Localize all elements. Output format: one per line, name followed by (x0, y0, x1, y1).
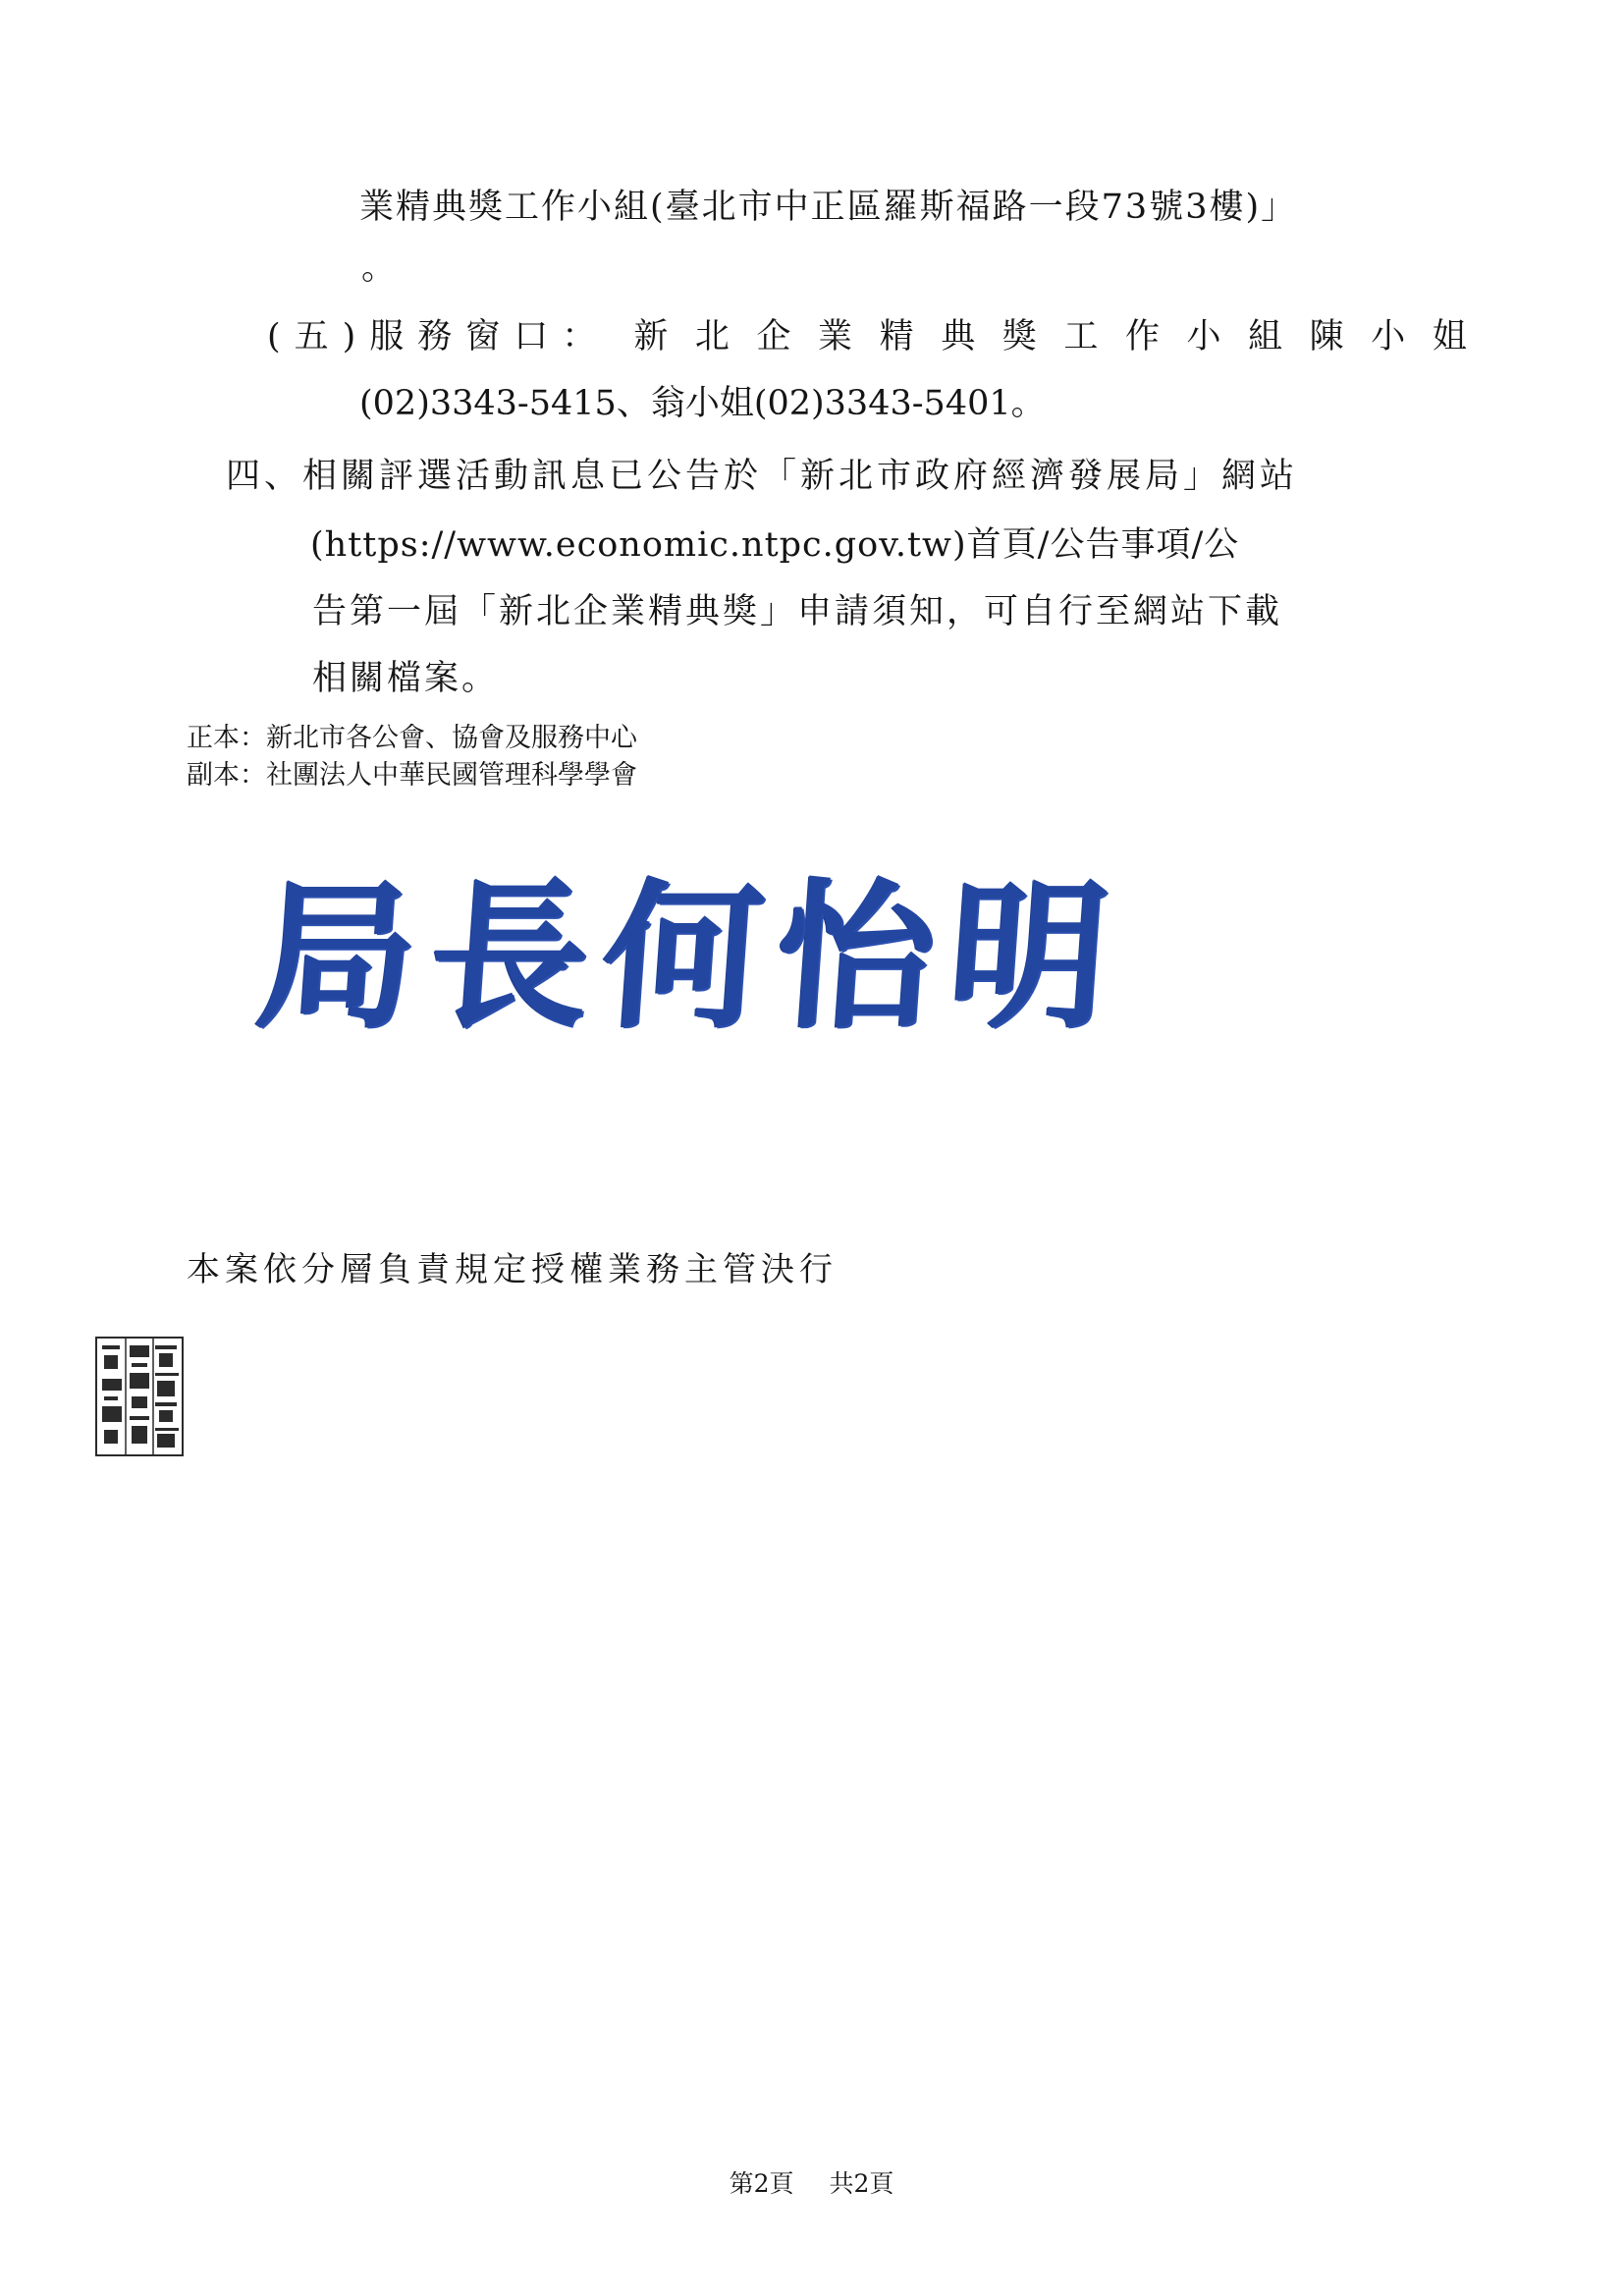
item4-line-1: 四、相關評選活動訊息已公告於「新北市政府經濟發展局」網站 (226, 457, 1299, 496)
proofread-seal (94, 1336, 185, 1457)
item5-char: 北 (694, 317, 730, 356)
item5-label: (五)服務窗口： (267, 317, 611, 356)
item5-char: 作 (1124, 317, 1160, 356)
page-number: 第2頁 (729, 2169, 794, 2198)
item4-line-4: 相關檔案。 (312, 659, 500, 698)
item5-char: 陳 (1309, 317, 1344, 356)
item5-text (633, 314, 1467, 359)
item5-char: 小 (1371, 317, 1406, 356)
body-line-1: 業精典獎工作小組(臺北市中正區羅斯福路一段73號3樓)」 (359, 188, 1298, 227)
item5-char: 企 (756, 317, 791, 356)
item5-char: 精 (879, 317, 914, 356)
director-signature-stamp: 局長何怡明 (250, 865, 1128, 1050)
item4-line-2: (https://www.economic.ntpc.gov.tw)首頁/公告事項/公 (310, 525, 1240, 565)
body-line-2: 。 (361, 248, 397, 288)
item5-char: 典 (941, 317, 976, 356)
item5-line-2: (02)3343-5415、翁小姐(02)3343-5401。 (359, 384, 1046, 423)
item5-char: 工 (1063, 317, 1099, 356)
item4-line-3: 告第一屆「新北企業精典獎」申請須知，可自行至網站下載 (312, 592, 1283, 631)
item5-line-1 (267, 314, 1467, 359)
delegation-note: 本案依分層負責規定授權業務主管決行 (187, 1250, 838, 1289)
page-total: 共2頁 (829, 2169, 894, 2198)
item5-char: 姐 (1432, 317, 1467, 356)
item5-char: 新 (633, 317, 669, 356)
item5-char: 獎 (1001, 317, 1037, 356)
item5-char: 小 (1186, 317, 1221, 356)
item5-char: 組 (1248, 317, 1283, 356)
distribution-copy: 副本：社團法人中華民國管理科學學會 (187, 760, 637, 791)
page-footer (0, 2168, 1623, 2200)
proofread-seal-graphic (94, 1336, 185, 1457)
distribution-original: 正本：新北市各公會、協會及服務中心 (187, 723, 637, 753)
item5-char: 業 (818, 317, 853, 356)
